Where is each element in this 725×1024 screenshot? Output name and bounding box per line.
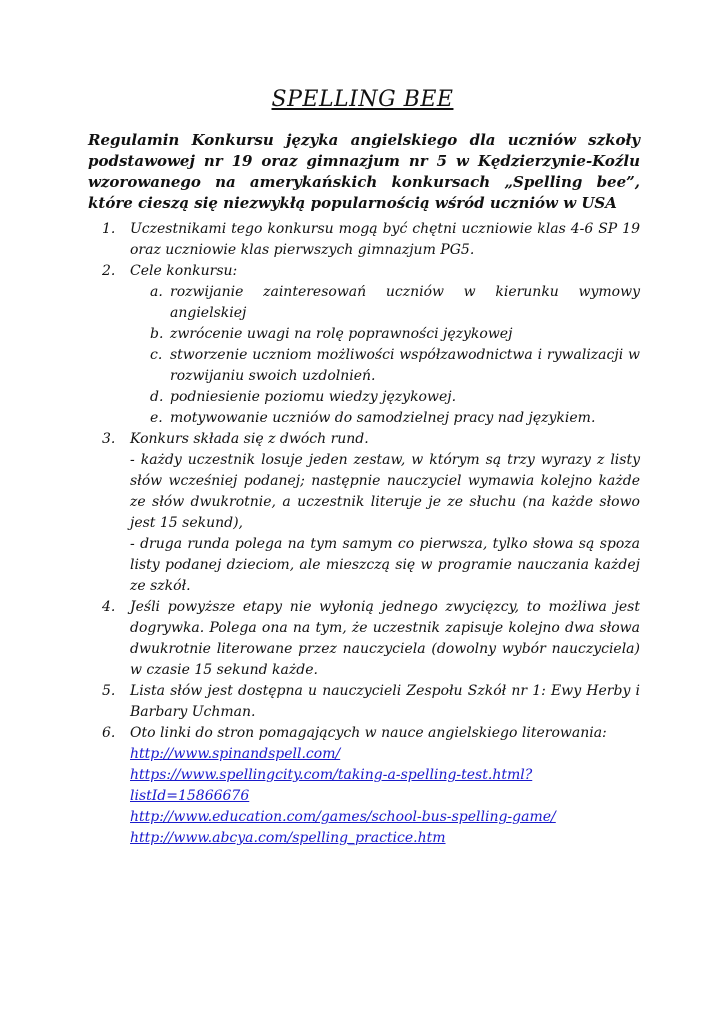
link-spinandspell[interactable]: http://www.spinandspell.com/: [130, 746, 341, 762]
item-text: Oto linki do stron pomagających w nauce angielskiego literowania:: [130, 725, 607, 741]
goal-letter: d.: [150, 389, 164, 405]
item-text: Uczestnikami tego konkursu mogą być chętni uczniowie klas 4-6 SP 19 oraz uczniowie klas pierwszych gimnazjum PG5.: [130, 221, 640, 258]
item-number: 6.: [102, 725, 116, 741]
list-item: [102, 597, 640, 681]
link-spellingcity[interactable]: https://www.spellingcity.com/taking-a-spelling-test.html?listId=15866676: [130, 767, 533, 804]
round-description: - druga runda polega na tym samym co pierwsza, tylko słowa są spoza listy podanej dzieciom, ale mieszczą się w programie nauczania każdej ze szkół.: [130, 536, 640, 594]
item-text: Konkurs składa się z dwóch rund.: [130, 431, 369, 447]
item-text: Jeśli powyższe etapy nie wyłonią jednego zwycięzcy, to możliwa jest dogrywka. Polega ona na tym, że uczestnik zapisuje kolejno dwa słowa dwukrotnie literowane przez nauczyciela (dowolny wybór nauczyciela) w czasie 15 sekund każde.: [130, 599, 640, 678]
item-number: 4.: [102, 599, 116, 615]
item-number: 2.: [102, 263, 116, 279]
item-text: Cele konkursu:: [130, 263, 238, 279]
list-item: [102, 723, 640, 849]
goal-letter: a.: [150, 284, 163, 300]
goal-item: [102, 282, 640, 324]
link-abcya[interactable]: http://www.abcya.com/spelling_practice.htm: [130, 830, 446, 846]
goal-letter: c.: [150, 347, 163, 363]
goal-letter: e.: [150, 410, 163, 426]
goal-text: rozwijanie zainteresowań uczniów w kierunku wymowy angielskiej: [170, 284, 640, 321]
intro-paragraph: Regulamin Konkursu języka angielskiego dla uczniów szkoły podstawowej nr 19 oraz gimnazjum nr 5 w Kędzierzynie-Koźlu wzorowanego na amerykańskich konkursach „Spelling bee”, które cieszą się niezwykłą popularnością wśród uczniów w USA: [88, 131, 640, 212]
item-number: 5.: [102, 683, 116, 699]
goal-text: zwrócenie uwagi na rolę poprawności językowej: [170, 326, 513, 342]
item-number: 3.: [102, 431, 116, 447]
goal-text: stworzenie uczniom możliwości współzawodnictwa i rywalizacji w rozwijaniu swoich uzdolnień.: [170, 347, 640, 384]
goal-item: [102, 324, 640, 345]
page-title: SPELLING BEE: [271, 87, 454, 112]
goal-letter: b.: [150, 326, 164, 342]
goal-text: podniesienie poziomu wiedzy językowej.: [170, 389, 457, 405]
link-education[interactable]: http://www.education.com/games/school-bus-spelling-game/: [130, 809, 556, 825]
goal-text: motywowanie uczniów do samodzielnej pracy nad językiem.: [170, 410, 596, 426]
goal-item: [102, 345, 640, 387]
goal-item: [102, 387, 640, 408]
list-item: [102, 429, 640, 597]
list-item: [102, 261, 640, 282]
round-description: - każdy uczestnik losuje jeden zestaw, w którym są trzy wyrazy z listy słów wcześniej podanej; następnie nauczyciel wymawia kolejno każde ze słów dwukrotnie, a uczestnik literuje je ze słuchu (na każde słowo jest 15 sekund),: [130, 452, 640, 531]
item-number: 1.: [102, 221, 116, 237]
item-text: Lista słów jest dostępna u nauczycieli Zespołu Szkół nr 1: Ewy Herby i Barbary Uchman.: [130, 683, 640, 720]
list-item: [102, 681, 640, 723]
list-item: [102, 219, 640, 261]
goal-item: [102, 408, 640, 429]
rules-list: [102, 219, 640, 849]
